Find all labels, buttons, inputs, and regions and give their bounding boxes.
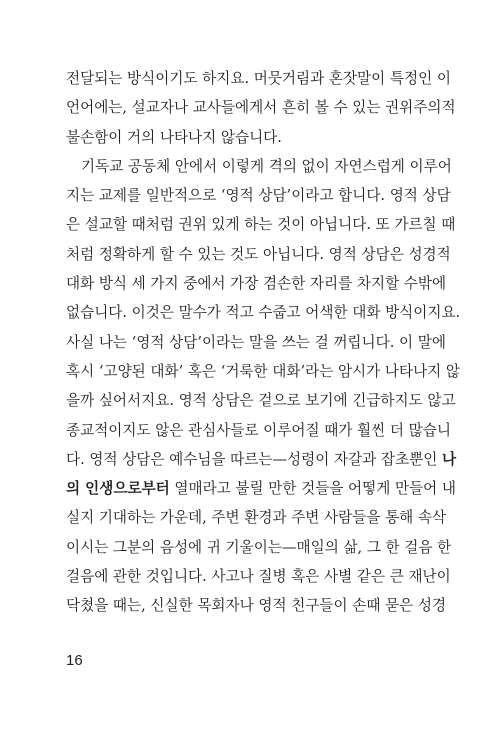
text-line: 종교적이지도 않은 관심사들로 이루어질 때가 훨씬 더 많습니 <box>66 421 451 439</box>
text-line: 이시는 그분의 음성에 귀 기울이는—매일의 삶, 그 한 걸음 한 <box>66 538 452 556</box>
body-text <box>66 64 461 621</box>
text-line: 전달되는 방식이기도 하지요. 머뭇거림과 혼잣말이 특정인 이 <box>66 70 451 87</box>
text-line: 을까 싶어서지요. 영적 상담은 겉으로 보기에 긴급하지도 않고 <box>66 392 456 410</box>
page-number: 16 <box>66 652 83 669</box>
text-line: 닥쳤을 때는, 신실한 목회자나 영적 친구들이 손때 묻은 성경 <box>66 597 447 615</box>
text-line: 처럼 정확하게 할 수 있는 것도 아닙니다. 영적 상담은 성경적 <box>66 245 451 263</box>
text-span: 다. 영적 상담은 예수님을 따르는—성령이 자갈과 잡초뿐인 <box>66 450 438 468</box>
text-line: 지는 교제를 일반적으로 ‘영적 상담’이라고 합니다. 영적 상담 <box>66 187 451 205</box>
text-line: 기독교 공동체 안에서 이렇게 격의 없이 자연스럽게 이루어 <box>81 157 452 175</box>
text-line <box>66 474 456 503</box>
text-line: 은 설교할 때처럼 권위 있게 하는 것이 아닙니다. 또 가르칠 때 <box>66 216 456 234</box>
text-line: 사실 나는 ‘영적 상담’이라는 말을 쓰는 걸 꺼립니다. 이 말에 <box>66 333 446 351</box>
text-line: 실지 기대하는 가운데, 주변 환경과 주변 사람들을 통해 속삭 <box>66 509 447 527</box>
emphasis-text: 나 <box>441 450 457 468</box>
text-line: 대화 방식 세 가지 중에서 가장 겸손한 자리를 차지할 수밖에 <box>66 275 447 293</box>
text-line: 언어에는, 설교자나 교사들에게서 흔히 볼 수 있는 권위주의적 <box>66 99 456 117</box>
text-line: 없습니다. 이것은 말수가 적고 수줍고 어색한 대화 방식이지요. <box>66 304 461 322</box>
emphasis-text: 의 인생으로부터 <box>66 480 170 498</box>
text-span: 열매라고 불릴 만한 것들을 어떻게 만들어 내 <box>169 480 456 498</box>
text-line: 혹시 ‘고양된 대화’ 혹은 ‘거룩한 대화’라는 암시가 나타나지 않 <box>66 362 461 380</box>
text-line <box>66 445 457 474</box>
text-line: 불손함이 거의 나타나지 않습니다. <box>66 128 282 146</box>
text-line: 걸음에 관한 것입니다. 사고나 질병 혹은 사별 같은 큰 재난이 <box>66 568 451 586</box>
